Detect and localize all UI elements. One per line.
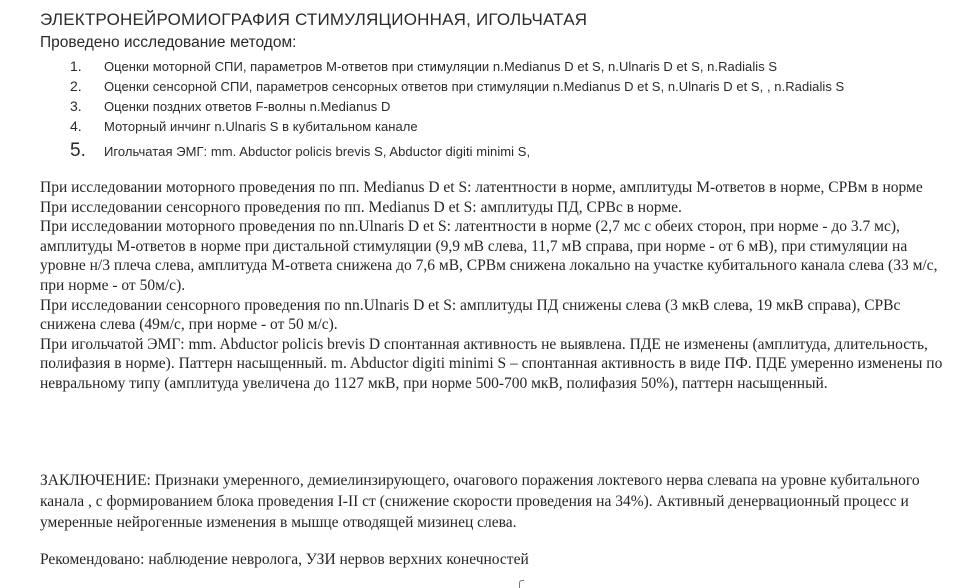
method-text: Оценки моторной СПИ, параметров М-ответов при стимуляции n.Medianus D et S, n.Ulnaris D et S, n.Radialis S xyxy=(104,59,778,74)
method-number: 2. xyxy=(70,78,82,94)
method-item xyxy=(70,116,844,136)
finding-paragraph: При исследовании сенсорного проведения по пп. Medianus D et S: амплитуды ПД, СРВс в норме. xyxy=(40,198,682,216)
method-text: Оценки сенсорной СПИ, параметров сенсорных ответов при стимуляции n.Medianus D et S, n.Ulnaris D et S, , n.Radialis S xyxy=(104,79,845,94)
finding-paragraph: При исследовании моторного проведения по пп. Medianus D et S: латентности в норме, амплитуды М-ответов в норме, СРВм в норме xyxy=(40,179,923,196)
method-text: Игольчатая ЭМГ: mm. Abductor policis brevis S, Abductor digiti minimi S, xyxy=(104,144,531,159)
finding-paragraph: При исследовании сенсорного проведения по nn.Ulnaris D et S: амплитуды ПД снижены слева (3 мкВ слева, 19 мкВ справа), СРВс снижена слева (49м/с, при норме - от 50 м/с). xyxy=(40,296,901,334)
methods-list xyxy=(70,56,844,164)
findings-section xyxy=(40,178,945,394)
method-number: 1. xyxy=(70,58,82,74)
finding-paragraph: При исследовании моторного проведения по nn.Ulnaris D et S: латентности в норме (2,7 мс с обеих сторон, при норме - до 3.7 мс), амплитуды М-ответов в норме при дистальной стимуляции (9,9 мВ слева, 11,7 мВ справа, при норме - от 6 мВ), при стимуляции на уровне н/3 плеча слева, амплитуда М-ответа снижена до 7,6 мВ, СРВм снижена локально на участке кубитального канала слева (33 м/с, при норме - от 50м/с). xyxy=(40,218,938,294)
method-item xyxy=(70,76,844,96)
method-text: Оценки поздних ответов F-волны n.Medianus D xyxy=(104,99,391,114)
document-title: ЭЛЕКТРОНЕЙРОМИОГРАФИЯ СТИМУЛЯЦИОННАЯ, ИГОЛЬЧАТАЯ xyxy=(40,10,588,29)
recommendation-text: Рекомендовано: наблюдение невролога, УЗИ нервов верхних конечностей xyxy=(40,551,529,568)
method-number: 5. xyxy=(70,140,86,161)
method-item xyxy=(70,56,844,76)
method-item xyxy=(70,138,844,164)
method-number: 3. xyxy=(70,98,82,114)
intro-text: Проведено исследование методом: xyxy=(40,34,297,51)
method-item xyxy=(70,96,844,116)
method-text: Моторный инчинг n.Ulnaris S в кубитальном канале xyxy=(104,119,418,134)
finding-paragraph: При игольчатой ЭМГ: mm. Abductor policis brevis D спонтанная активность не выявлена. ПДЕ не изменены (амплитуда, длительность, полифазия в норме). Паттерн насыщенный. m. Abductor digiti minimi S – спонтанная активность в виде ПФ. ПДЕ умеренно изменены по невральному типу (амплитуда увеличена до 1127 мкВ, при норме 500-700 мкВ, полифазия 50%), паттерн насыщенный. xyxy=(40,335,943,392)
conclusion-text: ЗАКЛЮЧЕНИЕ: Признаки умеренного, демиелинзирующего, очагового поражения локтевого нерва слевапа на уровне кубитального канала , с формированием блока проведения I-II ст (снижение скорости проведения на 34%). Активный денервационный процесс и умеренные нейрогенные изменения в мышце отводящей мизинец слева. xyxy=(40,472,920,531)
method-number: 4. xyxy=(70,118,82,134)
